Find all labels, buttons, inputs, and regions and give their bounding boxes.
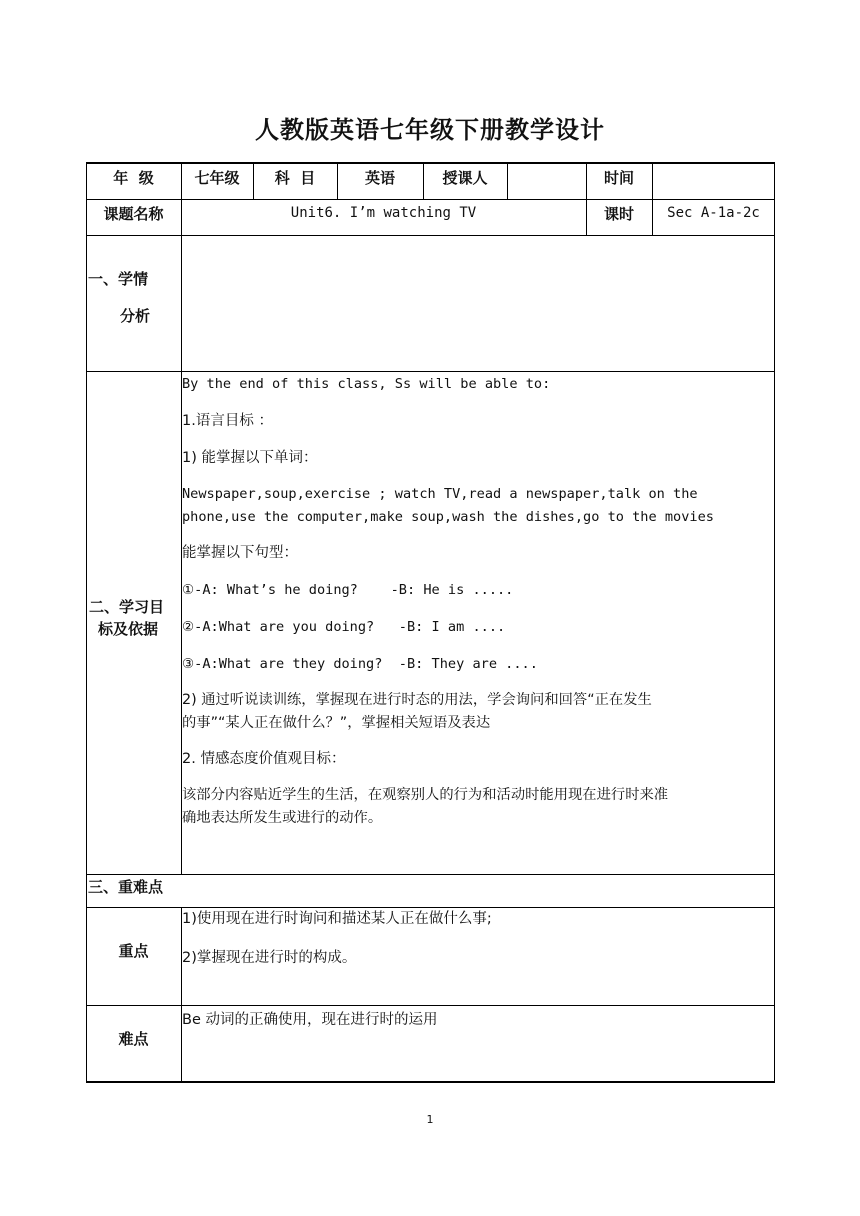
key-points-label: 重点 (118, 941, 149, 960)
period-value: Sec A-1a-2c (667, 205, 760, 221)
section2-content (182, 372, 774, 830)
goal1-2-line2: 的事”“某人正在做什么？”，掌握相关短语及表达 (182, 715, 491, 731)
goal2-line2: 确地表达所发生或进行的动作。 (182, 810, 383, 826)
patterns-heading: 能掌握以下句型： (182, 545, 298, 561)
section1-label-line2: 分析 (120, 306, 151, 325)
words-line-1: Newspaper,soup,exercise ; watch TV,read a newspaper,talk on the (182, 486, 698, 502)
time-value (652, 162, 775, 192)
difficult-point-1: Be 动词的正确使用，现在进行时的运用 (182, 1012, 438, 1028)
subject-value: 英语 (364, 168, 395, 187)
section2-label-line1: 二、学习目 (89, 597, 165, 616)
teacher-value (507, 162, 586, 192)
pattern-3: ③-A:What are they doing? -B: They are .... (182, 656, 538, 672)
difficult-points-content (182, 1009, 774, 1032)
difficult-points-label: 难点 (118, 1029, 149, 1048)
period-label: 课时 (603, 204, 634, 223)
teacher-label: 授课人 (442, 168, 488, 187)
key-point-2: 2)掌握现在进行时的构成。 (182, 950, 357, 966)
goal1-heading: 1.语言目标 ： (182, 413, 273, 429)
time-label: 时间 (603, 168, 634, 187)
intro-line: By the end of this class, Ss will be able to: (182, 376, 551, 392)
topic-label: 课题名称 (103, 204, 164, 223)
grade-label: 年 级 (113, 168, 154, 187)
section3-label: 三、重难点 (88, 877, 164, 896)
words-line-2: phone,use the computer,make soup,wash the dishes,go to the movies (182, 509, 714, 525)
section1-label-line1: 一、学情 (88, 269, 149, 288)
subject-label: 科 目 (274, 168, 316, 187)
goal1-words-heading: 1) 能掌握以下单词： (182, 450, 318, 466)
pattern-2: ②-A:What are you doing? -B: I am .... (182, 619, 506, 635)
pattern-1: ①-A: What’s he doing? -B: He is ..... (182, 582, 514, 598)
document-title: 人教版英语七年级下册教学设计 (255, 116, 605, 144)
goal2-heading: 2. 情感态度价值观目标： (182, 751, 346, 767)
section2-label-line2: 标及依据 (98, 619, 159, 638)
goal1-2-line1: 2) 通过听说读训练，掌握现在进行时态的用法，学会询问和回答“正在发生 (182, 692, 652, 708)
key-points-content (182, 907, 774, 970)
topic-value: Unit6. I’m watching TV (290, 205, 477, 221)
grade-value: 七年级 (194, 168, 240, 187)
goal2-line1: 该部分内容贴近学生的生活，在观察别人的行为和活动时能用现在进行时来准 (182, 787, 669, 803)
key-point-1: 1)使用现在进行时询问和描述某人正在做什么事; (182, 911, 492, 927)
page-number: 1 (426, 1113, 434, 1126)
